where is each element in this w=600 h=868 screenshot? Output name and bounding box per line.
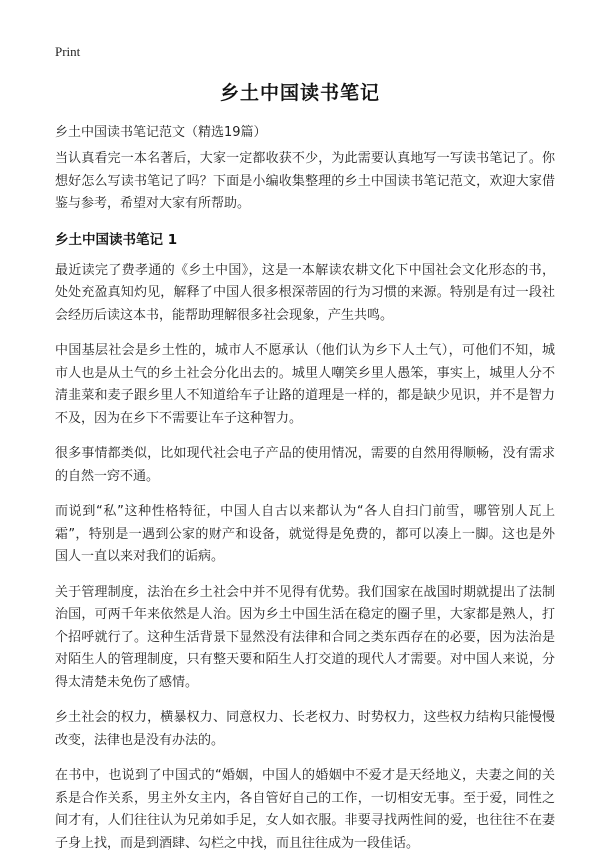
page-title: 乡土中国读书笔记 <box>219 82 380 104</box>
body-paragraph: 中国基层社会是乡土性的，城市人不愿承认（他们认为乡下人土气），可他们不知，城市人也是从土气的乡土社会分化出去的。城里人嘲笑乡里人愚笨，事实上，城里人分不清韭菜和麦子跟乡里人不知道给车子让路的道理是一样的，都是缺少见识，并不是智力不及，因为在乡下不需要让车子这种智力。 <box>55 343 555 426</box>
body-paragraph: 最近读完了费孝通的《乡土中国》，这是一本解读农耕文化下中国社会文化形态的书，处处充盈真知灼见，解释了中国人很多根深蒂固的行为习惯的来源。特别是有过一段社会经历后读这本书，能帮助理解很多社会现象，产生共鸣。 <box>55 262 555 323</box>
body-paragraph: 而说到“私”这种性格特征，中国人自古以来都认为“各人自扫门前雪，哪管别人瓦上霜”，特别是一遇到公家的财产和设备，就觉得是免费的，都可以凑上一脚。这也是外国人一直以来对我们的诟病。 <box>55 504 555 564</box>
body-paragraph: 在书中，也说到了中国式的“婚姻，中国人的婚姻中不爱才是天经地义，夫妻之间的关系是合作关系，男主外女主内，各自管好自己的工作，一切相安无事。至于爱，同性之间才有，人们往往认为兄弟如手足，女人如衣服。非要寻找两性间的爱，也往往不在妻子身上找，而是到酒肆、勾栏之中找，而且往往成为一段佳话。 <box>55 768 555 851</box>
print-link[interactable]: Print <box>55 44 81 59</box>
page-subtitle: 乡土中国读书笔记范文（精选19篇） <box>55 125 267 140</box>
body-paragraph: 很多事情都类似，比如现代社会电子产品的使用情况，需要的自然用得顺畅，没有需求的自然一窍不通。 <box>55 446 555 484</box>
article-body <box>55 148 555 868</box>
intro-paragraph: 当认真看完一本名著后，大家一定都收获不少，为此需要认真地写一写读书笔记了。你想好怎么写读书笔记了吗？下面是小编收集整理的乡土中国读书笔记范文，欢迎大家借鉴与参考，希望对大家有所帮助。 <box>55 151 555 211</box>
body-paragraph: 关于管理制度，法治在乡土社会中并不见得有优势。我们国家在战国时期就提出了法制治国，可两千年来依然是人治。因为乡土中国生活在稳定的圈子里，大家都是熟人，打个招呼就行了。这种生活背景下显然没有法律和合同之类东西存在的必要，因为法治是对陌生人的管理制度，只有整天要和陌生人打交道的现代人才需要。对中国人来说，分得太清楚未免伤了感情。 <box>55 584 555 690</box>
body-paragraph: 乡土社会的权力，横暴权力、同意权力、长老权力、时势权力，这些权力结构只能慢慢改变，法律也是没有办法的。 <box>55 710 555 748</box>
section-heading: 乡土中国读书笔记 1 <box>55 231 178 248</box>
